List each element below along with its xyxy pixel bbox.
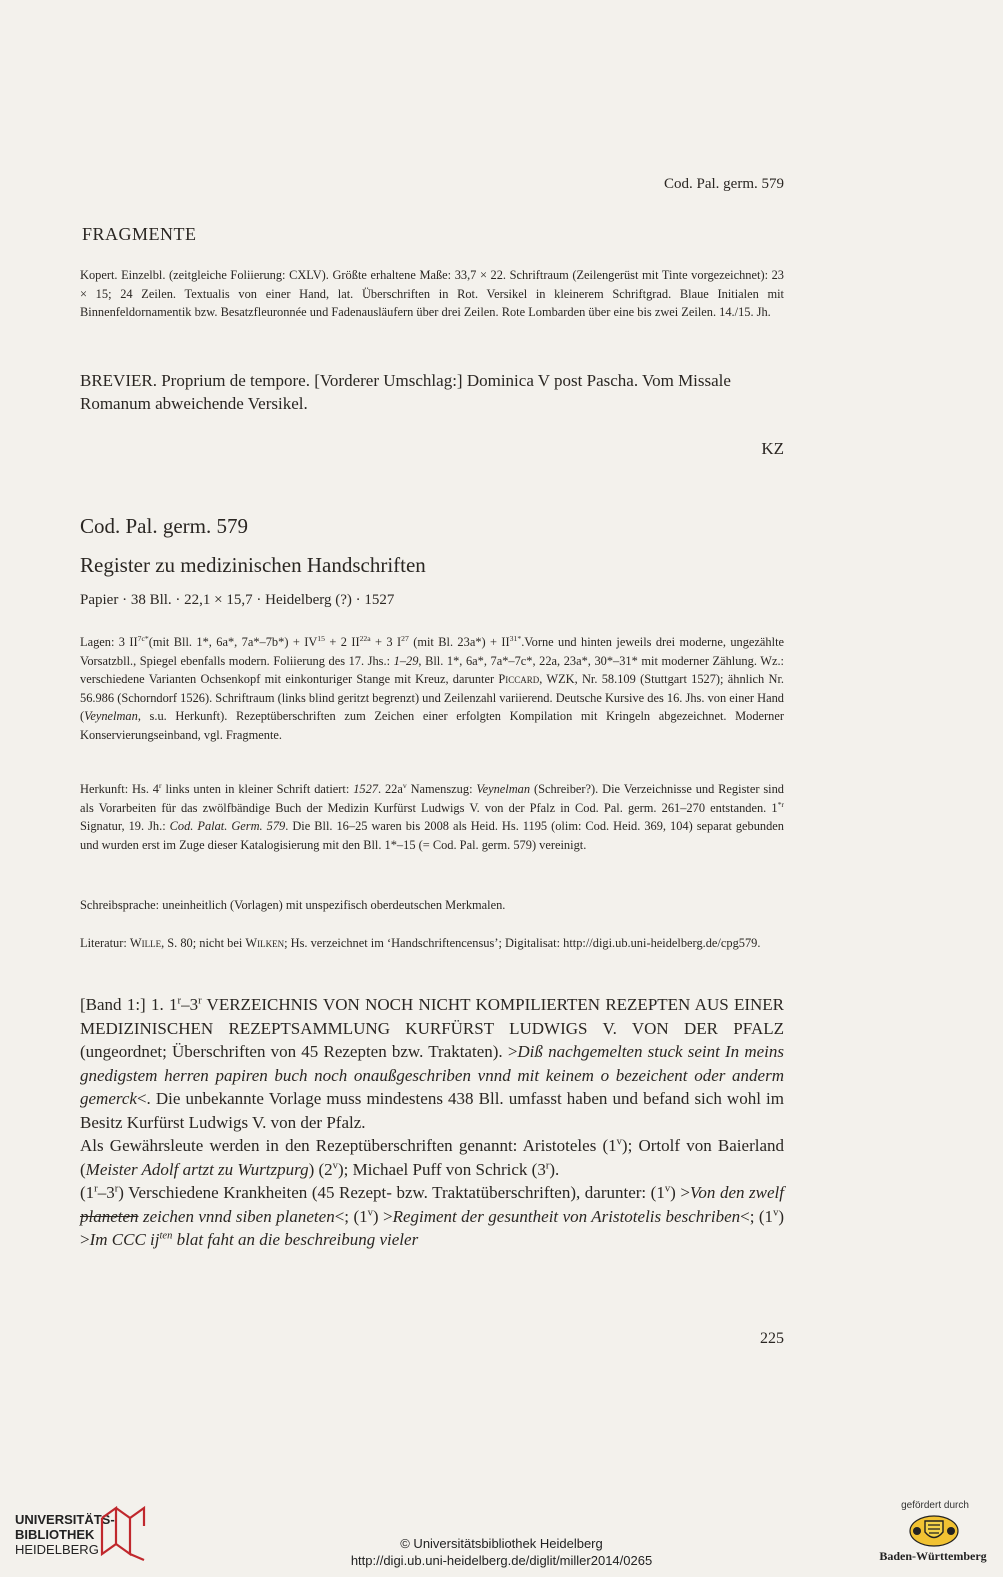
entry-paragraph-2: Als Gewährsleute werden in den Rezeptüberschriften genannt: Aristoteles (1$^v$); Ortolf von Baierland (Meister Adolf artzt zu Wurtzpurg) (2$^v$); Michael Puff von Schrick (3$^r$). (80, 1136, 784, 1179)
library-logo-icon (96, 1504, 154, 1564)
fragments-heading: FRAGMENTE (82, 224, 197, 244)
codex-subtitle: Register zu medizinischen Handschriften (80, 553, 426, 577)
entry-paragraph-1: [Band 1:] 1. 1$^r$–3$^r$ VERZEICHNIS VON NOCH NICHT KOMPILIERTEN REZEPTEN AUS EINER MEDIZINISCHEN REZEPTSAMMLUNG KURFÜRST LUDWIGS V. VON DER PFALZ (ungeordnet; Überschriften von 45 Rezepten bzw. Traktaten). >Diß nachgemelten stuck seint In meins gnedigstem herren papiren buch noch onaußgeschriben vnnd mit keinem o bezeichent oder anderm gemerck<. Die unbekannte Vorlage muss mindestens 438 Bll. umfasst haben und befand sich wohl im Besitz Kurfürst Ludwigs V. von der Pfalz. (80, 995, 785, 1132)
codex-title: Cod. Pal. germ. 579 (80, 514, 248, 538)
literatur-paragraph: Literatur: Wille, S. 80; nicht bei Wilken; Hs. verzeichnet im ‘Handschriftencensus’; Digitalisat: http://digi.ub.uni-heidelberg.de/cpg579. (80, 936, 761, 950)
codex-meta: Papier · 38 Bll. · 22,1 × 15,7 · Heidelberg (?) · 1527 (80, 592, 395, 608)
herkunft-paragraph: Herkunft: Hs. 4$^r$ links unten in kleiner Schrift datiert: 1527. $22a^v$ Namenszug: Veynelman (Schreiber?). Die Verzeichnisse und Register sind als Vorarbeiten für das zwölfbändige Buch der Medizin Kurfürst Ludwigs V. von der Pfalz in Cod. Pal. germ. 261–270 entstanden. 1$^{*r}$ Signatur, 19. Jh.: Cod. Palat. Germ. 579. Die Bll. 16–25 waren bis 2008 als Heid. Hs. 1195 (olim: Cod. Heid. 369, 104) separat gebunden und wurden erst im Zuge dieser Katalogisierung mit den Bll. 1*–15 (= Cod. Pal. germ. 579) vereinigt. (80, 780, 784, 852)
lagen-paragraph: Lagen: 3 $II^{7c*}(mit$ Bll. 1*, 6a*, $7a*-7b*) + IV^{15} + 2$ $II^{22a} + 3$ $I^{27}$ (mit Bl. $23a*) + II^{31*}.Vorne$ und hinten jeweils drei moderne, ungezählte Vorsatzbll., Spiegel ebenfalls modern. Foliierung des 17. Jhs.: 1–29, Bll. 1*, 6a*, 7a*–7c*, 22a, 23a*, 30*–31* mit moderner Zählung. Wz.: verschiedene Varianten Ochsenkopf mit einkonturiger Stange mit Kreuz, darunter Piccard, WZK, Nr. 58.109 (Stuttgart 1527); ähnlich Nr. 56.986 (Schorndorf 1526). Schriftraum (links blind geritzt begrenzt) und Zeilenzahl variierend. Deutsche Kursive des 16. Jhs. von einer Hand (Veynelman, s.u. Herkunft). Rezeptüberschriften zum Zeichen einer erfolgten Kompilation mit Kringeln abgezeichnet. Moderner Konservierungseinband, vgl. Fragmente. (80, 633, 785, 742)
baden-wuerttemberg-emblem-icon (908, 1514, 960, 1548)
entry-paragraph-3: (1$^r$–3$^r$) Verschiedene Krankheiten (45 Rezept- bzw. Traktatüberschriften), darunter: $(1^v) >Von$ den zwelf planeten zeichen vnnd siben planeten<; $(1^v)$ >Regiment der gesuntheit von Aristotelis beschriben<; $(1^v) >Im$ CCC $ij^{ten}$ blat faht an die beschreibung vieler (80, 1183, 784, 1249)
funder-label: gefördert durch (901, 1500, 969, 1511)
schreibsprache-paragraph: Schreibsprache: uneinheitlich (Vorlagen) mit unspezifisch oberdeutschen Merkmalen. (80, 898, 506, 912)
brevier-entry: BREVIER. Proprium de tempore. [Vorderer Umschlag:] Dominica V post Pascha. Vom Missale Romanum abweichende Versikel. (80, 371, 731, 413)
document-url-link[interactable]: http://digi.ub.uni-heidelberg.de/diglit/miller2014/0265 (350, 1553, 653, 1568)
page-number: 225 (760, 1330, 784, 1347)
copyright-notice: © Universitätsbibliothek Heidelberg (400, 1536, 603, 1551)
library-name-line-2: BIBLIOTHEK (15, 1527, 95, 1542)
entry-text (80, 993, 784, 1252)
running-head: Cod. Pal. germ. 579 (664, 176, 784, 192)
funder-name: Baden-Württemberg (879, 1549, 987, 1563)
library-name-line-3: HEIDELBERG (15, 1542, 99, 1557)
library-name-line-1: UNIVERSITÄTS- (15, 1512, 115, 1527)
fragment-description: Kopert. Einzelbl. (zeitgleiche Foliierung: CXLV). Größte erhaltene Maße: 33,7 × 22. Schriftraum (Zeilengerüst mit Tinte vorgezeichnet): 23 × 15; 24 Zeilen. Textualis von einer Hand, lat. Überschriften in Rot. Versikel in kleinerem Schriftgrad. Blaue Initialen mit Binnenfeldornamentik bzw. Besatzfleuronnée und Fadenausläufern über drei Zeilen. Rote Lombarden über eine bis zwei Zeilen. 14./15. Jh. (80, 268, 784, 320)
author-initials: KZ (761, 439, 784, 458)
